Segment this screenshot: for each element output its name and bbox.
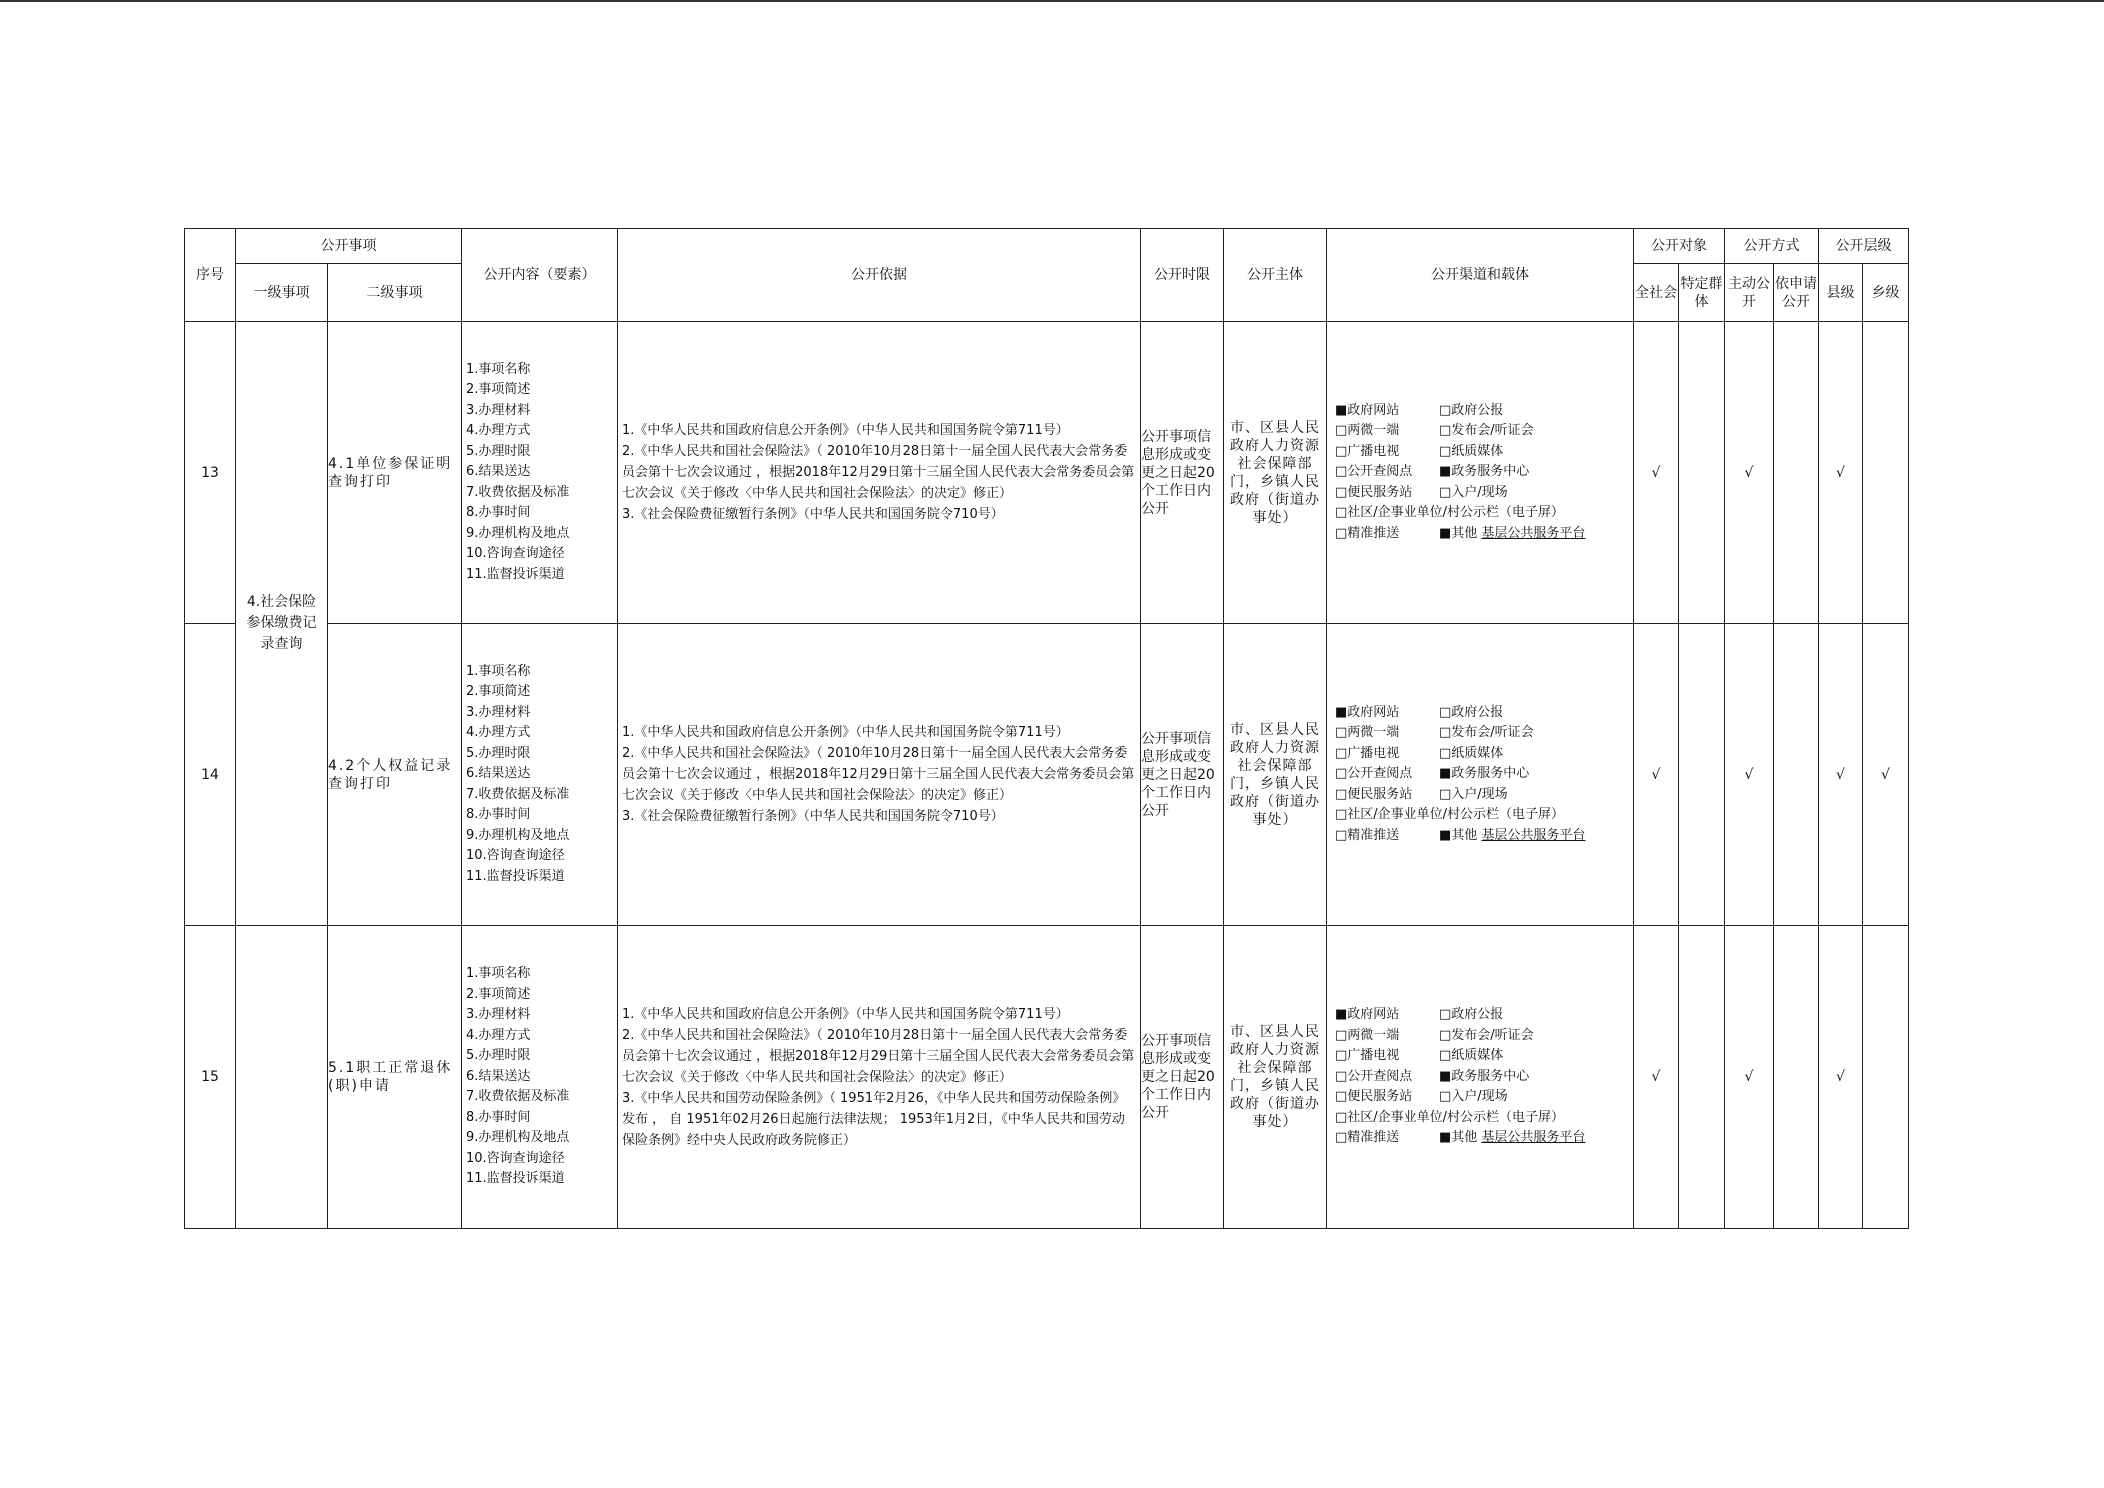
row-item-level1	[236, 926, 328, 1229]
row-level-county: √	[1819, 624, 1863, 926]
list-item: 1.事项名称	[466, 361, 531, 377]
channels-list	[1327, 1005, 1633, 1149]
table-row	[185, 926, 1909, 1229]
channel-option: □发布会/听证会	[1439, 1027, 1534, 1043]
row-channels	[1327, 624, 1634, 926]
table-row	[185, 322, 1909, 624]
channel-option: □政府公报	[1439, 402, 1504, 418]
list-item: 10.咨询查询途径	[466, 848, 565, 864]
channel-option: □广播电视	[1335, 443, 1400, 459]
channel-line	[1335, 401, 1625, 422]
row-seq: 15	[185, 926, 236, 1229]
header-channels: 公开渠道和载体	[1327, 229, 1634, 322]
row-subject: 市、区县人民政府人力资源社会保障部门，乡镇人民政府（街道办事处）	[1224, 322, 1327, 624]
row-method-request	[1774, 322, 1819, 624]
header-subject: 公开主体	[1224, 229, 1327, 322]
row-target-specific	[1679, 322, 1725, 624]
list-item: 1.《中华人民共和国政府信息公开条例》（中华人民共和国国务院令第711号）	[622, 725, 1069, 740]
header-content: 公开内容（要素）	[462, 229, 618, 322]
list-item: 2.《中华人民共和国社会保险法》（ 2010年10月28日第十一届全国人民代表大会常务委员会第十七次会议通过 ，根据2018年12月29日第十三届全国人民代表大会常务委员会第七次会议《关于修改〈中华人民共和国社会保险法〉的决定》修正）	[622, 1027, 1135, 1085]
row-method-active: √	[1725, 322, 1774, 624]
channel-option: □入户/现场	[1439, 786, 1508, 802]
row-basis	[618, 322, 1141, 624]
channel-option: ■政务服务中心	[1439, 464, 1530, 480]
channel-option: □便民服务站	[1335, 1089, 1413, 1105]
channel-option: □政府公报	[1439, 704, 1504, 720]
list-item: 8.办事时间	[466, 1109, 531, 1125]
header-level-county: 县级	[1819, 264, 1863, 322]
list-item: 2.《中华人民共和国社会保险法》（ 2010年10月28日第十一届全国人民代表大会常务委员会第十七次会议通过 ，根据2018年12月29日第十三届全国人民代表大会常务委员会第七次会议《关于修改〈中华人民共和国社会保险法〉的决定》修正）	[622, 444, 1135, 501]
row-level-county: √	[1819, 926, 1863, 1229]
channel-line	[1335, 442, 1625, 463]
row-seq: 14	[185, 624, 236, 926]
header-target-all: 全社会	[1634, 264, 1679, 322]
list-item: 2.《中华人民共和国社会保险法》（ 2010年10月28日第十一届全国人民代表大会常务委员会第十七次会议通过 ，根据2018年12月29日第十三届全国人民代表大会常务委员会第七次会议《关于修改〈中华人民共和国社会保险法〉的决定》修正）	[622, 746, 1135, 803]
row-level-town: √	[1863, 624, 1909, 926]
row-content	[462, 624, 618, 926]
list-item: 11.监督投诉渠道	[466, 868, 565, 884]
row-target-all: √	[1634, 322, 1679, 624]
content-list	[462, 964, 617, 1190]
list-item: 4.办理方式	[466, 1027, 531, 1043]
header-item-level2: 二级事项	[328, 264, 462, 322]
row-target-all: √	[1634, 624, 1679, 926]
channel-line	[1335, 1087, 1625, 1108]
channel-option: □公开查阅点	[1335, 766, 1413, 782]
list-item: 3.《社会保险费征缴暂行条例》（中华人民共和国国务院令710号）	[622, 809, 1004, 824]
list-item: 4.办理方式	[466, 725, 531, 741]
list-item: 3.《社会保险费征缴暂行条例》（中华人民共和国国务院令710号）	[622, 507, 1004, 522]
row-level-county: √	[1819, 322, 1863, 624]
list-item: 11.监督投诉渠道	[466, 1171, 565, 1187]
channel-line	[1335, 1108, 1625, 1129]
content-list	[462, 662, 617, 888]
channel-option: □入户/现场	[1439, 1089, 1508, 1105]
header-target-group: 公开对象	[1634, 229, 1725, 264]
header-level-town: 乡级	[1863, 264, 1909, 322]
row-level-town	[1863, 322, 1909, 624]
row-channels	[1327, 926, 1634, 1229]
list-item: 11.监督投诉渠道	[466, 566, 565, 582]
row-basis	[618, 926, 1141, 1229]
channel-option: □广播电视	[1335, 745, 1400, 761]
row-item-level2: 4.1单位参保证明查询打印	[328, 322, 462, 624]
row-target-all: √	[1634, 926, 1679, 1229]
basis-list	[618, 722, 1140, 827]
channel-option: □两微一端	[1335, 1027, 1400, 1043]
channel-option: □纸质媒体	[1439, 443, 1504, 459]
header-time-limit: 公开时限	[1141, 229, 1224, 322]
basis-list	[618, 420, 1140, 525]
channel-option: □精准推送	[1335, 1130, 1400, 1146]
channel-option: ■其他 基层公共服务平台	[1439, 827, 1586, 843]
list-item: 5.办理时限	[466, 745, 531, 761]
channel-option: □社区/企事业单位/村公示栏（电子屏）	[1335, 505, 1565, 521]
channel-option: □便民服务站	[1335, 786, 1413, 802]
channel-option: □入户/现场	[1439, 484, 1508, 500]
list-item: 4.办理方式	[466, 423, 531, 439]
channel-line	[1335, 462, 1625, 483]
channel-line	[1335, 483, 1625, 504]
row-seq: 13	[185, 322, 236, 624]
header-method-active: 主动公开	[1725, 264, 1774, 322]
row-content	[462, 322, 618, 624]
channel-option: □广播电视	[1335, 1048, 1400, 1064]
list-item: 1.事项名称	[466, 966, 531, 982]
channel-line	[1335, 1067, 1625, 1088]
channel-line	[1335, 764, 1625, 785]
list-item: 1.事项名称	[466, 663, 531, 679]
list-item: 6.结果送达	[466, 1068, 531, 1084]
row-time-limit: 公开事项信息形成或变更之日起20个工作日内公开	[1141, 624, 1224, 926]
header-basis: 公开依据	[618, 229, 1141, 322]
table-row	[185, 624, 1909, 926]
channel-option: ■其他 基层公共服务平台	[1439, 525, 1586, 541]
row-content	[462, 926, 618, 1229]
list-item: 3.办理材料	[466, 402, 531, 418]
channel-option: □政府公报	[1439, 1007, 1504, 1023]
list-item: 9.办理机构及地点	[466, 827, 570, 843]
channel-option: □发布会/听证会	[1439, 423, 1534, 439]
channel-line	[1335, 1005, 1625, 1026]
page-top-border	[0, 0, 2104, 2]
channel-line	[1335, 524, 1625, 545]
disclosure-table	[184, 228, 1909, 1229]
channel-option: □两微一端	[1335, 423, 1400, 439]
channel-line	[1335, 1026, 1625, 1047]
row-time-limit: 公开事项信息形成或变更之日起20个工作日内公开	[1141, 926, 1224, 1229]
header-item-level1: 一级事项	[236, 264, 328, 322]
row-level-town	[1863, 926, 1909, 1229]
channel-option: □社区/企事业单位/村公示栏（电子屏）	[1335, 807, 1565, 823]
channel-line	[1335, 1046, 1625, 1067]
content-list	[462, 360, 617, 586]
header-level-group: 公开层级	[1819, 229, 1909, 264]
row-method-active: √	[1725, 926, 1774, 1229]
header-seq: 序号	[185, 229, 236, 322]
channel-option: ■政府网站	[1335, 402, 1400, 418]
channel-option: □发布会/听证会	[1439, 725, 1534, 741]
header-method-request: 依申请公开	[1774, 264, 1819, 322]
channels-list	[1327, 703, 1633, 847]
channel-line	[1335, 723, 1625, 744]
channel-line	[1335, 503, 1625, 524]
channel-option: □公开查阅点	[1335, 464, 1413, 480]
list-item: 5.办理时限	[466, 443, 531, 459]
channel-option: □社区/企事业单位/村公示栏（电子屏）	[1335, 1109, 1565, 1125]
row-item-level1: 4.社会保险参保缴费记录查询	[236, 322, 328, 926]
channel-option: □精准推送	[1335, 525, 1400, 541]
list-item: 3.办理材料	[466, 1007, 531, 1023]
row-item-level2: 4.2个人权益记录查询打印	[328, 624, 462, 926]
list-item: 7.收费依据及标准	[466, 484, 570, 500]
list-item: 6.结果送达	[466, 464, 531, 480]
row-item-level2: 5.1职工正常退休(职)申请	[328, 926, 462, 1229]
header-target-specific: 特定群体	[1679, 264, 1725, 322]
channel-option: □纸质媒体	[1439, 1048, 1504, 1064]
row-target-specific	[1679, 926, 1725, 1229]
list-item: 9.办理机构及地点	[466, 1130, 570, 1146]
list-item: 1.《中华人民共和国政府信息公开条例》（中华人民共和国国务院令第711号）	[622, 1006, 1069, 1022]
list-item: 9.办理机构及地点	[466, 525, 570, 541]
channel-line	[1335, 1128, 1625, 1149]
channel-option: □便民服务站	[1335, 484, 1413, 500]
list-item: 8.办事时间	[466, 505, 531, 521]
row-method-request	[1774, 926, 1819, 1229]
channel-option: □纸质媒体	[1439, 745, 1504, 761]
list-item: 3.办理材料	[466, 704, 531, 720]
list-item: 6.结果送达	[466, 766, 531, 782]
list-item: 2.事项简述	[466, 986, 531, 1002]
list-item: 1.《中华人民共和国政府信息公开条例》（中华人民共和国国务院令第711号）	[622, 423, 1069, 438]
channel-option: ■政府网站	[1335, 1007, 1400, 1023]
channel-option: □两微一端	[1335, 725, 1400, 741]
row-subject: 市、区县人民政府人力资源社会保障部门，乡镇人民政府（街道办事处）	[1224, 926, 1327, 1229]
row-channels	[1327, 322, 1634, 624]
channel-option: □精准推送	[1335, 827, 1400, 843]
header-row-1	[185, 229, 1909, 264]
channel-option: ■政务服务中心	[1439, 1068, 1530, 1084]
channel-line	[1335, 703, 1625, 724]
list-item: 7.收费依据及标准	[466, 1089, 570, 1105]
channel-line	[1335, 744, 1625, 765]
row-target-specific	[1679, 624, 1725, 926]
row-time-limit: 公开事项信息形成或变更之日起20个工作日内公开	[1141, 322, 1224, 624]
channel-option: □公开查阅点	[1335, 1068, 1413, 1084]
list-item: 2.事项简述	[466, 684, 531, 700]
list-item: 7.收费依据及标准	[466, 786, 570, 802]
header-items-group: 公开事项	[236, 229, 462, 264]
list-item: 3.《中华人民共和国劳动保险条例》（ 1951年2月26，《中华人民共和国劳动保险条例》发布 ， 自 1951年02月26日起施行法律法规； 1953年1月2日，《中华人民共和国劳动保险条例》经中央人民政府政务院修正）	[622, 1090, 1126, 1148]
basis-list	[618, 1004, 1140, 1151]
channel-line	[1335, 785, 1625, 806]
list-item: 2.事项简述	[466, 382, 531, 398]
row-subject: 市、区县人民政府人力资源社会保障部门，乡镇人民政府（街道办事处）	[1224, 624, 1327, 926]
list-item: 5.办理时限	[466, 1048, 531, 1064]
channel-line	[1335, 826, 1625, 847]
row-method-request	[1774, 624, 1819, 926]
channels-list	[1327, 401, 1633, 545]
channel-line	[1335, 805, 1625, 826]
header-method-group: 公开方式	[1725, 229, 1819, 264]
channel-option: ■政府网站	[1335, 704, 1400, 720]
list-item: 8.办事时间	[466, 807, 531, 823]
row-basis	[618, 624, 1141, 926]
channel-line	[1335, 421, 1625, 442]
list-item: 10.咨询查询途径	[466, 546, 565, 562]
channel-option: ■政务服务中心	[1439, 766, 1530, 782]
list-item: 10.咨询查询途径	[466, 1150, 565, 1166]
row-method-active: √	[1725, 624, 1774, 926]
channel-option: ■其他 基层公共服务平台	[1439, 1130, 1586, 1146]
